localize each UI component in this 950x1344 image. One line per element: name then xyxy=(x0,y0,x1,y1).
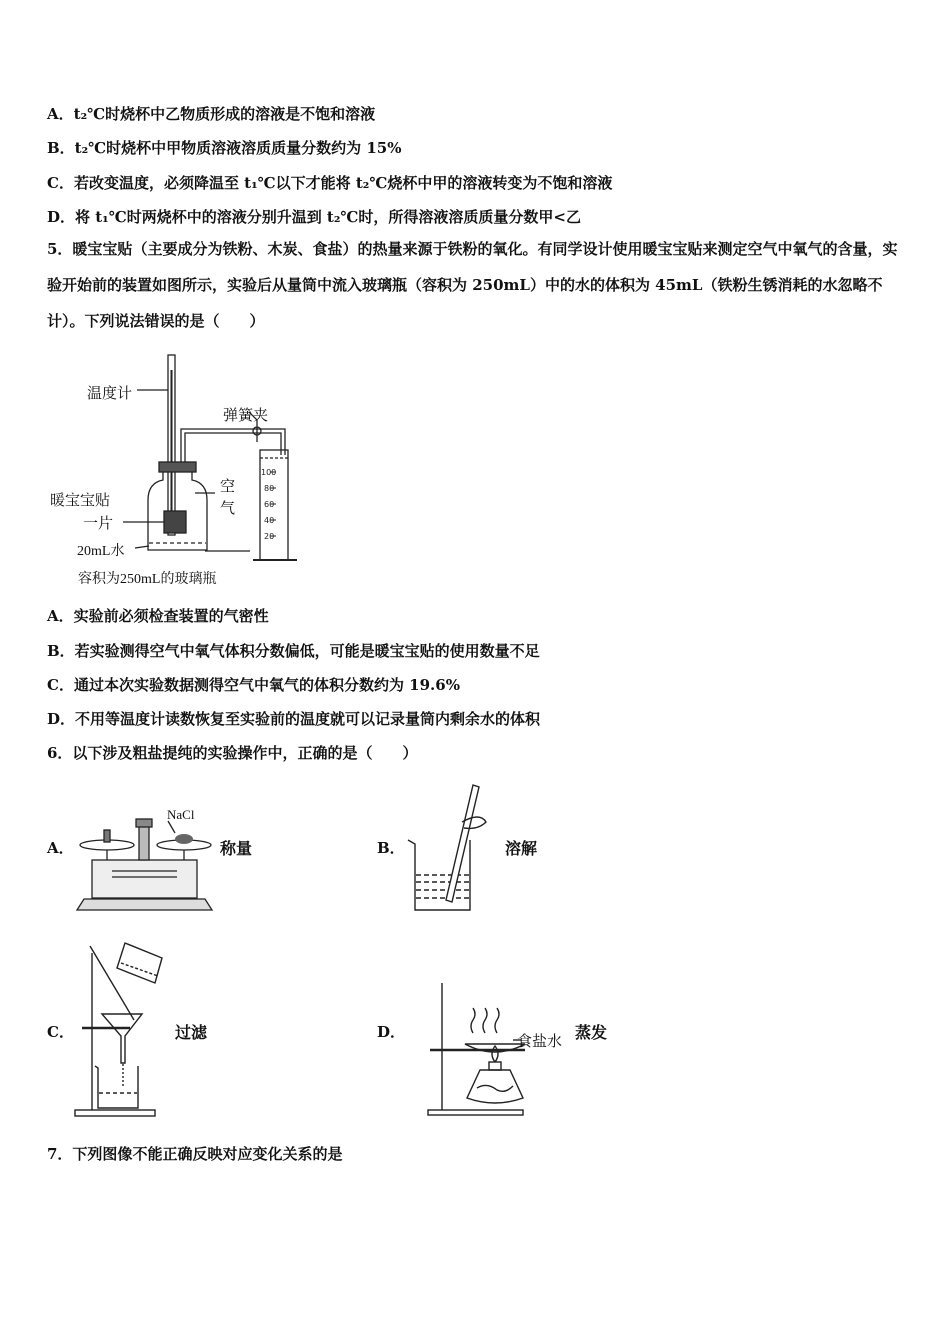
evaporation-figure xyxy=(425,978,585,1118)
clamp-label: 弹簧夹 xyxy=(223,406,269,424)
q4-option-a: A．t₂℃时烧杯中乙物质形成的溶液是不饱和溶液 xyxy=(47,105,376,123)
thermometer-label: 温度计 xyxy=(87,384,133,402)
scale-100: 100 xyxy=(261,468,277,477)
nacl-pile xyxy=(175,834,193,844)
nacl-label: NaCl xyxy=(167,807,195,822)
scale-20: 20 xyxy=(264,532,275,541)
scale-60: 60 xyxy=(264,500,275,509)
heat-pad xyxy=(164,511,186,533)
scale-80: 80 xyxy=(264,484,275,493)
q6-option-a-label: A． xyxy=(47,839,74,857)
pad-label-2: 一片 xyxy=(83,514,114,532)
air-label-2: 气 xyxy=(220,499,236,517)
balance-figure xyxy=(72,805,217,917)
filtration-figure xyxy=(70,938,170,1120)
dissolve-figure xyxy=(400,782,495,914)
q5-stem: 5．暖宝宝贴（主要成分为铁粉、木炭、食盐）的热量来源于铁粉的氧化。有同学设计使用暖宝宝贴来测定空气中氧气的含量，实验开始前的装置如图所示，实验后从量筒中流入玻璃瓶（容积为 250mL）中的水的体积为 45mL（铁粉生锈消耗的水忽略不计）。下列说法错误的是（ ） xyxy=(47,240,898,330)
q6-option-b-label: B． xyxy=(377,839,405,857)
glass-bottle xyxy=(148,470,207,550)
q5-option-a: A．实验前必须检查装置的气密性 xyxy=(47,607,269,625)
funnel xyxy=(102,1014,142,1063)
alcohol-lamp xyxy=(467,1070,523,1103)
air-label-1: 空 xyxy=(220,477,236,495)
q5-option-c: C．通过本次实验数据测得空气中氧气的体积分数约为 19.6% xyxy=(47,676,460,694)
q6-option-a-caption: 称量 xyxy=(220,839,253,858)
q4-option-b: B．t₂℃时烧杯中甲物质溶液溶质质量分数约为 15% xyxy=(47,139,402,157)
q6-option-d-label: D． xyxy=(377,1023,406,1041)
stand-base xyxy=(428,1110,523,1115)
q7-stem: 7．下列图像不能正确反映对应变化关系的是 xyxy=(47,1145,343,1163)
water-label: 20mL水 xyxy=(77,544,125,559)
q6-stem: 6．以下涉及粗盐提纯的实验操作中，正确的是（ ） xyxy=(47,744,418,762)
q6-option-c-caption: 过滤 xyxy=(175,1023,208,1042)
bottle-label: 容积为250mL的玻璃瓶 xyxy=(78,572,217,587)
q5-option-b: B．若实验测得空气中氧气体积分数偏低，可能是暖宝宝贴的使用数量不足 xyxy=(47,642,540,660)
q5-apparatus-figure xyxy=(45,350,315,595)
q6-option-d-caption: 蒸发 xyxy=(575,1023,608,1042)
pouring-beaker xyxy=(117,943,162,983)
q5-option-d: D．不用等温度计读数恢复至实验前的温度就可以记录量筒内剩余水的体积 xyxy=(47,710,541,728)
stopper xyxy=(159,462,196,472)
scale-40: 40 xyxy=(264,516,275,525)
q6-option-c-label: C． xyxy=(47,1023,74,1041)
q6-option-b-caption: 溶解 xyxy=(505,839,538,858)
q4-option-c: C．若改变温度，必须降温至 t₁℃以下才能将 t₂℃烧杯中甲的溶液转变为不饱和溶液 xyxy=(47,174,613,192)
pad-label: 暖宝宝贴 xyxy=(50,491,111,509)
glass-rod xyxy=(446,785,479,902)
receiving-beaker xyxy=(95,1066,138,1108)
salt-water-label: 食盐水 xyxy=(517,1032,563,1050)
q4-option-d: D．将 t₁℃时两烧杯中的溶液分别升温到 t₂℃时，所得溶液溶质质量分数甲<乙 xyxy=(47,208,581,226)
stand-base xyxy=(75,1110,155,1116)
